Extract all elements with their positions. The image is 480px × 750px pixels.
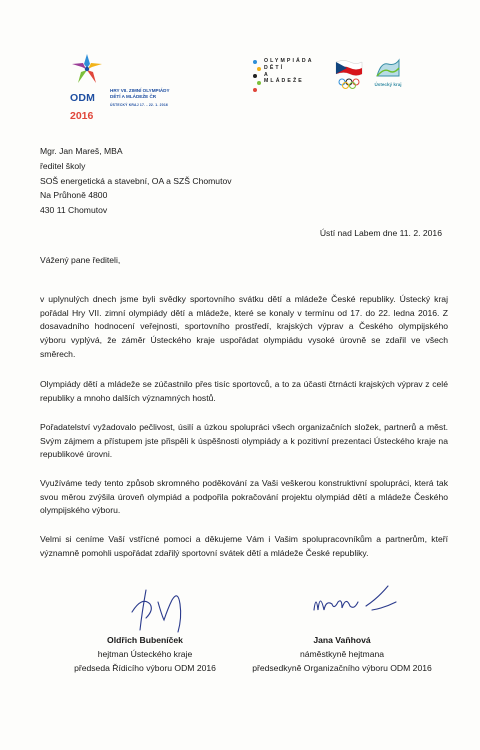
signatory-title: předsedkyně Organizačního výboru ODM 2016 xyxy=(252,663,432,673)
olympiada-line3: A xyxy=(264,71,270,78)
signatory-right xyxy=(236,635,448,673)
czech-flag-rings-icon xyxy=(334,58,364,94)
region-emblem-icon xyxy=(375,58,401,80)
odm-logo xyxy=(70,52,200,122)
olympiada-line2: DĚTÍ xyxy=(264,64,285,71)
recipient-address xyxy=(40,144,232,218)
signatory-left xyxy=(40,635,250,673)
odm-year: 2016 xyxy=(70,110,94,122)
odm-title-line2: DĚTÍ A MLÁDEŽE ČR xyxy=(110,93,157,99)
recipient-line: 430 11 Chomutov xyxy=(40,205,108,216)
signatory-name: Oldřich Bubeníček xyxy=(107,635,183,645)
body-paragraph: v uplynulých dnech jsme byli svědky sportovního svátku dětí a mládeže České republiky. Ústecký kraj pořádal Hry VII. zimní olympiády dětí a mládeže, které se konaly v termínu od 17. do 22. ledna 2016. Z dosavadního hodnocení veřejnosti, sportovního prostředí, krajských výprav a Českého olympijského výboru vyplývá, že záměr Ústeckého kraje uspořádat olympiádu vysoké úrovně se zdařil ve všech směrech. xyxy=(40,294,448,359)
recipient-line: Mgr. Jan Mareš, MBA xyxy=(40,146,123,156)
region-logo-text: Ústecký kraj xyxy=(374,82,402,87)
signatory-title: předseda Řídicího výboru ODM 2016 xyxy=(74,663,216,673)
region-logo xyxy=(372,58,404,96)
signatory-title: hejtman Ústeckého kraje xyxy=(97,649,193,659)
body-paragraph: Pořadatelství vyžadovalo pečlivost, úsilí a úzkou spolupráci všech organizačních složek, partnerů a měst. Svým zájmem a přístupem jste přispěli k úspěšnosti olympiády a k pozitivní prezentaci Ústeckého kraje na republikové úrovni. xyxy=(40,422,448,460)
odm-small-line: ÚSTECKÝ KRAJ 17. - 22. 1. 2016 xyxy=(110,102,169,107)
odm-abbr: ODM xyxy=(70,92,96,104)
body-paragraph: Velmi si ceníme Vaší vstřícné pomoci a děkujeme Vám i Vašim spolupracovníkům a partnerům, kteří významně pomohli uspořádat zdařilý sportovní svátek dětí a mládeže České republiky. xyxy=(40,534,448,558)
signatory-title: náměstkyně hejtmana xyxy=(299,649,385,659)
signatory-name: Jana Vaňhová xyxy=(313,635,371,645)
olympiada-line4: MLÁDEŽE xyxy=(264,78,304,85)
signature-vanhova xyxy=(306,580,406,620)
odm-star-icon xyxy=(70,52,104,86)
recipient-line: ředitel školy xyxy=(40,160,86,171)
czech-olympic-logo xyxy=(334,58,364,94)
olympiada-line1: OLYMPIÁDA xyxy=(264,58,314,64)
olympiada-dots-icon xyxy=(252,59,262,93)
recipient-line: Na Průhoně 4800 xyxy=(40,190,108,201)
salutation: Vážený pane řediteli, xyxy=(40,255,121,265)
signature-bubenicek xyxy=(128,582,198,634)
recipient-line: SOŠ energetická a stavební, OA a SZŠ Chomutov xyxy=(40,175,232,186)
date-line: Ústí nad Labem dne 11. 2. 2016 xyxy=(319,228,442,238)
body-paragraph: Využíváme tedy tento způsob skromného poděkování za Vaši veškerou konstruktivní spolupráci, která tak svou měrou zvýšila úroveň olympiád a podpořila pokračování projektu olympiád dětí a mládeže Českého olympijského výboru. xyxy=(40,478,448,516)
body-paragraph: Olympiády dětí a mládeže se zúčastnilo přes tisíc sportovců, a to za účasti čtrnácti krajských výprav z celé republiky a mnoho dalších významných hostů. xyxy=(40,379,448,403)
olympiada-logo xyxy=(252,58,328,102)
odm-title-line1: HRY VII. ZIMNÍ OLYMPIÁDY xyxy=(110,88,170,93)
